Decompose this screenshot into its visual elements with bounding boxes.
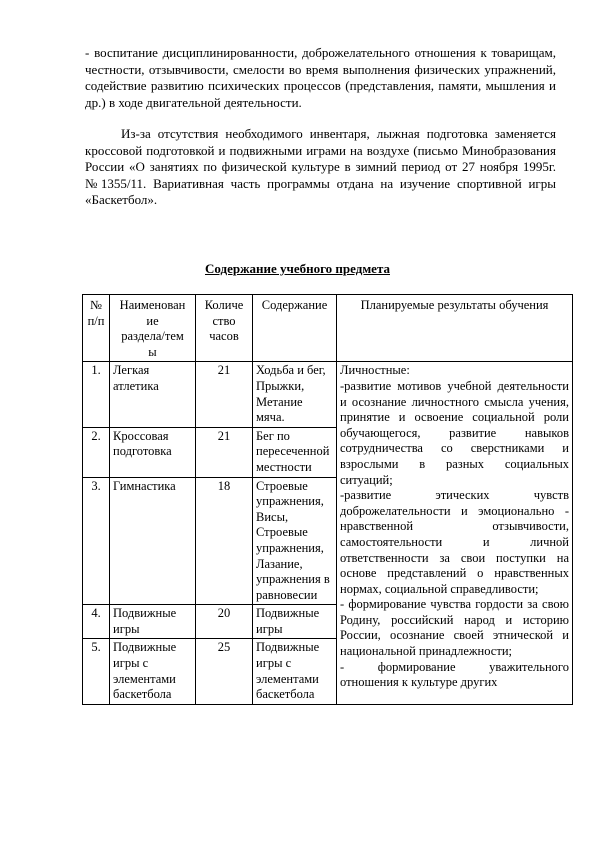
results-item: - формирование чувства гордости за свою Родину, российский народ и историю России, осознание своей этнической и национальной принадлежности; [340,597,569,659]
table-row [83,362,573,427]
intro-paragraph-1: - воспитание дисциплинированности, доброжелательного отношения к товарищам, честности, отзывчивости, смелости во время выполнения физических упражнений, содействие развитию психических процессов (представления, памяти, мышления и др.) в ходе двигательной деятельности. [85,45,556,110]
row-content: Подвижные игры с элементами баскетбола [253,639,337,704]
header-num: № п/п [83,295,110,362]
curriculum-table [82,294,573,705]
section-title: Содержание учебного предмета [204,261,390,276]
header-hours: Количе ство часов [196,295,253,362]
row-num: 4. [83,605,110,639]
table-header-row [83,295,573,362]
row-content: Ходьба и бег, Прыжки, Метание мяча. [253,362,337,427]
header-name: Наименован ие раздела/тем ы [110,295,196,362]
results-item: - формирование уважительного отношения к культуре других [340,659,569,690]
row-num: 3. [83,477,110,605]
row-content: Бег по пересеченной местности [253,427,337,477]
header-results: Планируемые результаты обучения [337,295,573,362]
row-hours: 21 [196,427,253,477]
row-hours: 20 [196,605,253,639]
row-name: Кроссовая подготовка [110,427,196,477]
row-hours: 21 [196,362,253,427]
row-content: Подвижные игры [253,605,337,639]
row-name: Легкая атлетика [110,362,196,427]
header-content: Содержание [253,295,337,362]
planned-results [337,362,573,704]
row-hours: 18 [196,477,253,605]
results-heading: Личностные: [340,363,410,378]
row-hours: 25 [196,639,253,704]
row-num: 5. [83,639,110,704]
results-item: -развитие этических чувств доброжелательности и эмоционально - нравственной отзывчивости, самостоятельности и личной ответственности за свои поступки на основе представлений о нравственных нормах, социальной справедливости; [340,488,569,596]
row-name: Подвижные игры [110,605,196,639]
results-item: -развитие мотивов учебной деятельности и осознание личностного смысла учения, принятие и освоение социальной роли обучающегося, развитие навыков сотрудничества со сверстниками и взрослыми в разных социальных ситуаций; [340,378,569,487]
row-name: Гимнастика [110,477,196,605]
row-num: 2. [83,427,110,477]
row-num: 1. [83,362,110,427]
row-content: Строевые упражнения, Висы, Строевые упражнения, Лазание, упражнения в равновесии [253,477,337,605]
row-name: Подвижные игры с элементами баскетбола [110,639,196,704]
intro-paragraph-2: Из-за отсутствия необходимого инвентаря, лыжная подготовка заменяется кроссовой подготовкой и подвижными играми на воздухе (письмо Минобразования России «О занятиях по физической культуре в зимний период от 27 ноября 1995г. №1355/11. Вариативная часть программы отдана на изучение спортивной игры «Баскетбол». [85,126,556,208]
